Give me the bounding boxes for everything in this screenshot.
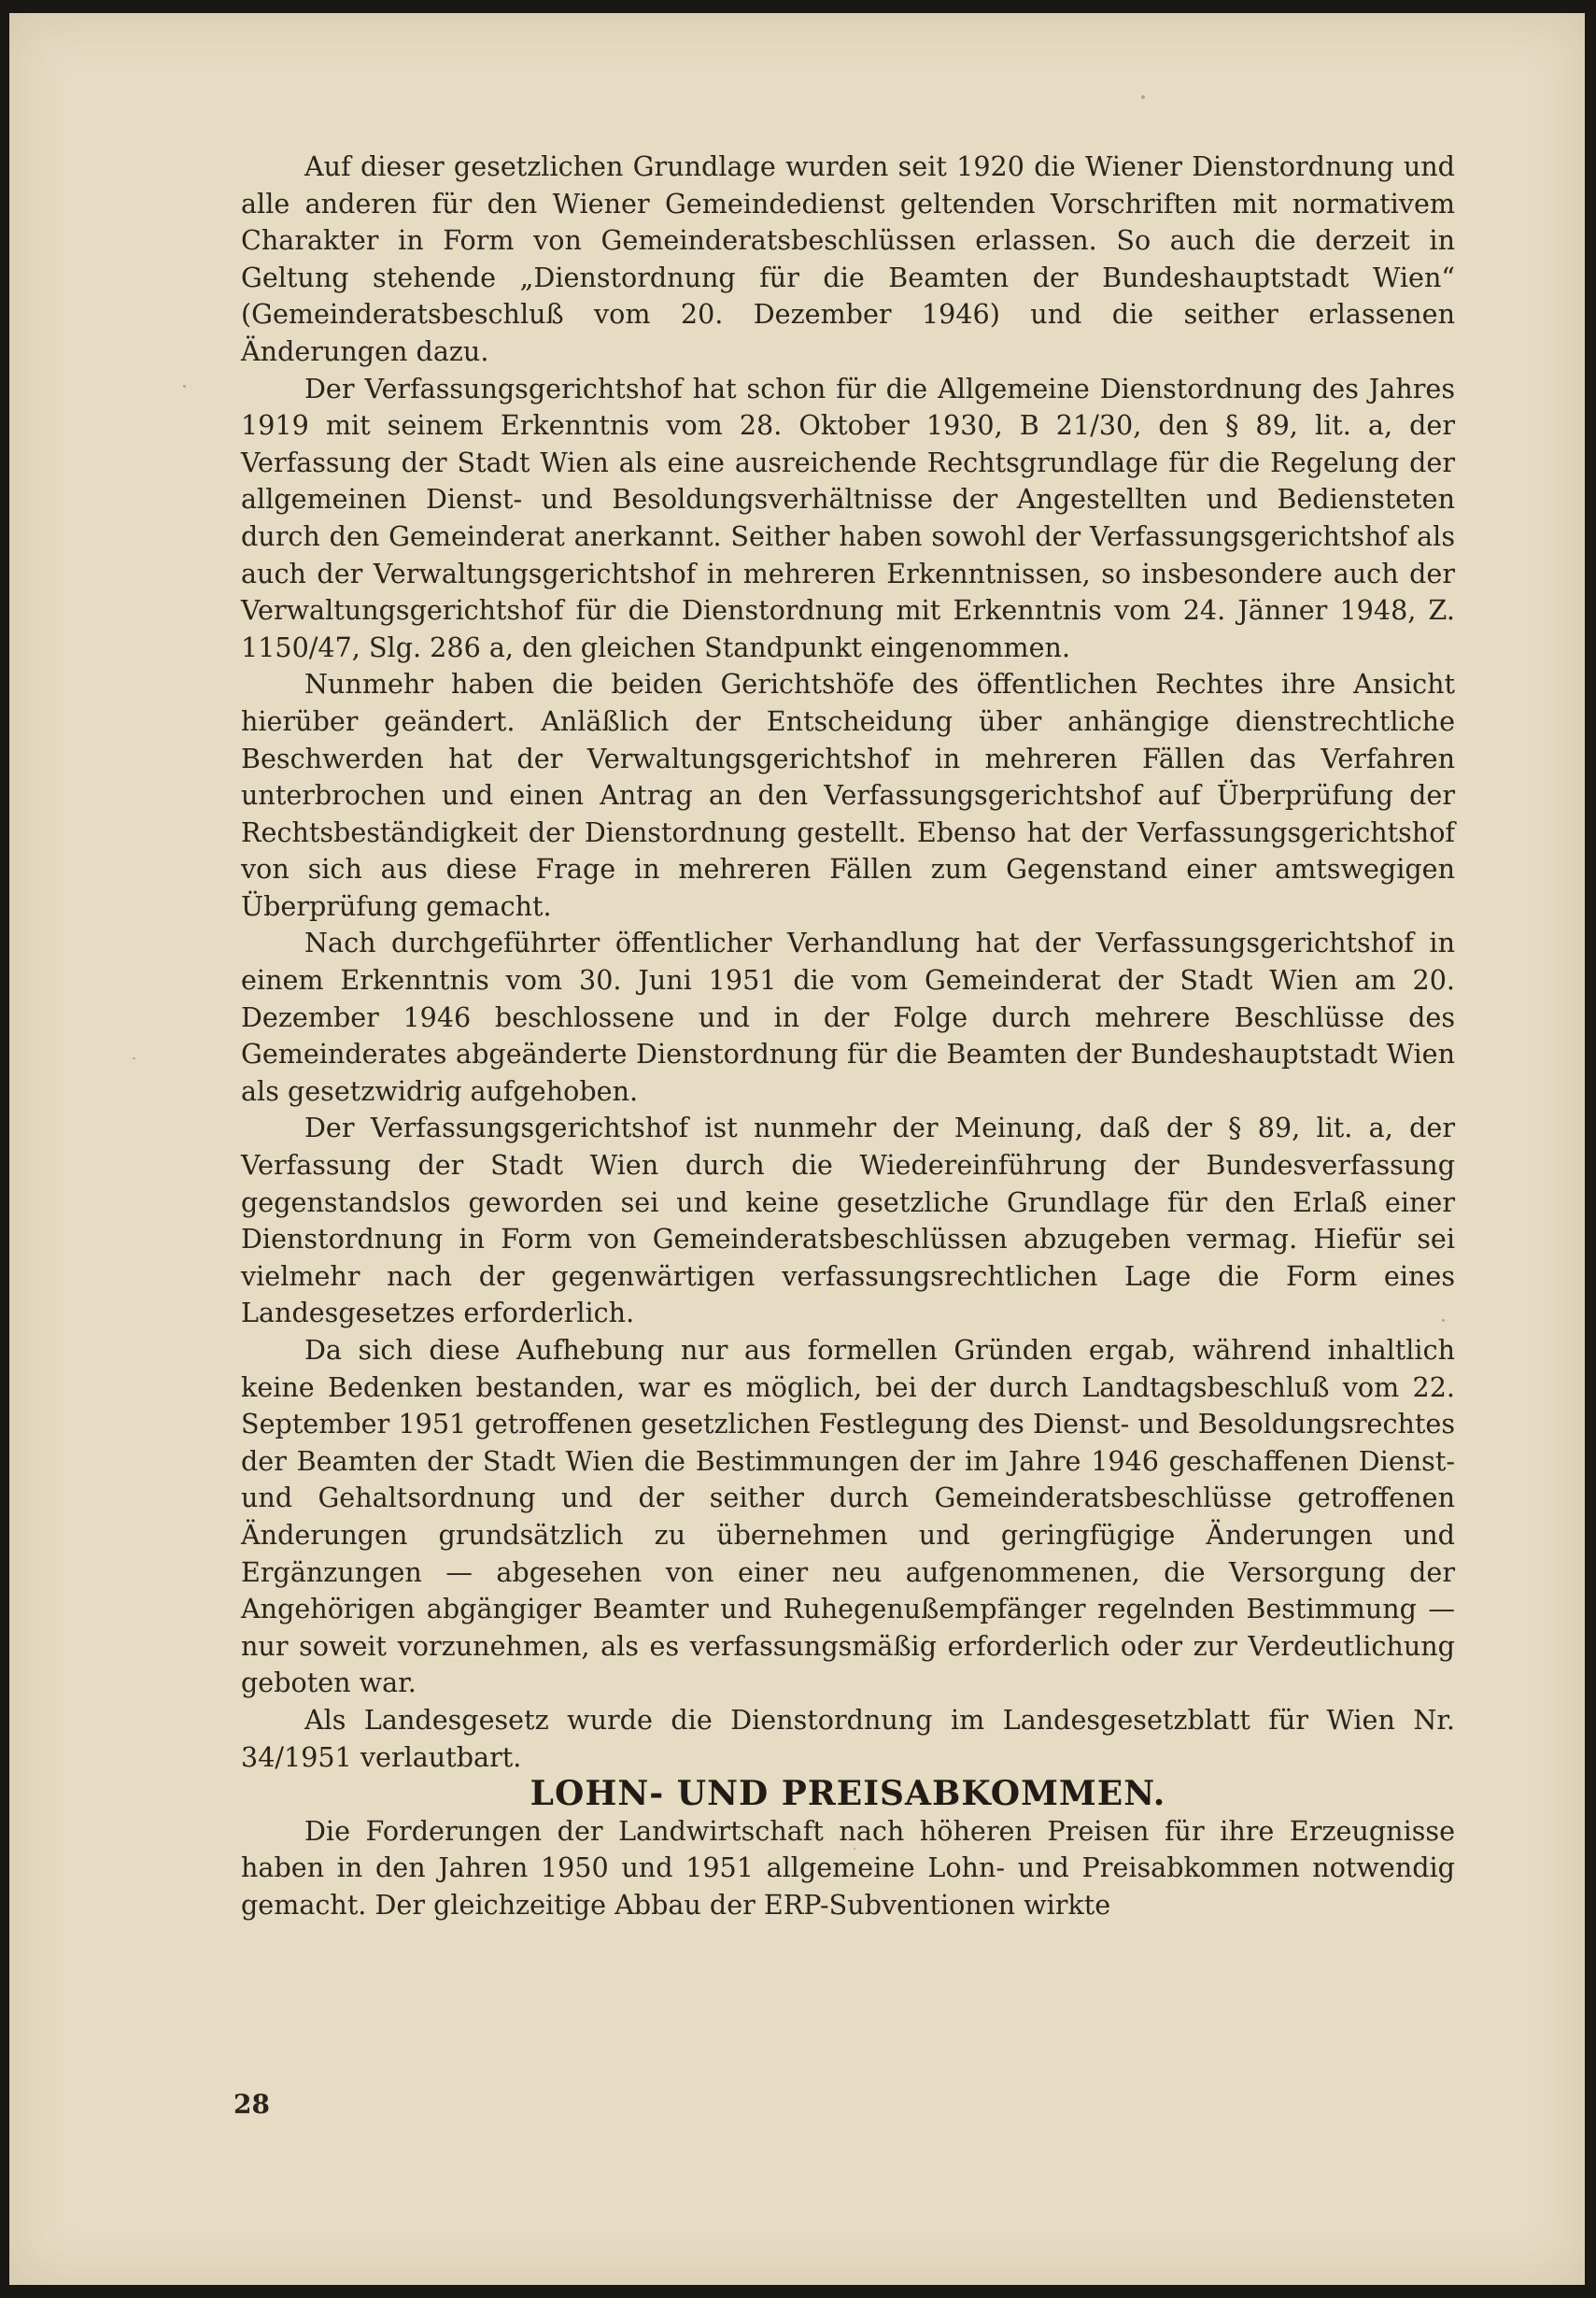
paragraph-2: Der Verfassungsgerichtshof hat schon für die Allgemeine Dienstordnung des Jahres 1919 mit seinem Erkenntnis vom 28. Oktober 1930, B 21/30, den § 89, lit. a, der Verfassung der Stadt Wien als eine ausreichende Rechtsgrundlage für die Regelung der allgemeinen Dienst- und Besoldungsverhältnisse der Angestellten und Bediensteten durch den Gemeinderat anerkannt. Seither haben sowohl der Verfassungsgerichtshof als auch der Verwaltungsgerichtshof in mehreren Erkenntnissen, so insbesondere auch der Verwaltungsgerichtshof für die Dienstordnung mit Erkenntnis vom 24. Jänner 1948, Z. 1150/47, Slg. 286 a, den gleichen Standpunkt eingenommen. [241, 372, 1455, 663]
paragraph-4: Nach durchgeführter öffentlicher Verhandlung hat der Verfassungsgerichtshof in einem Erkenntnis vom 30. Juni 1951 die vom Gemeinderat der Stadt Wien am 20. Dezember 1946 beschlossene und in der Folge durch mehrere Beschlüsse des Gemeinderates abgeänderte Dienstordnung für die Beamten der Bundeshauptstadt Wien als gesetzwidrig aufgehoben. [241, 927, 1455, 1107]
paper-speck [1442, 1319, 1445, 1322]
paragraph-3: Nunmehr haben die beiden Gerichtshöfe des öffentlichen Rechtes ihre Ansicht hierüber geändert. Anläßlich der Entscheidung über anhängige dienstrechtliche Beschwerden hat der Verwaltungsgerichtshof in mehreren Fällen das Verfahren unterbrochen und einen Antrag an den Verfassungsgerichtshof auf Überprüfung der Rechtsbeständigkeit der Dienstordnung gestellt. Ebenso hat der Verfassungsgerichtshof von sich aus diese Frage in mehreren Fällen zum Gegenstand einer amtswegigen Überprüfung gemacht. [241, 668, 1455, 922]
paper-speck [133, 1057, 135, 1059]
paper-speck [183, 385, 186, 388]
document-page [9, 13, 1585, 2285]
paragraph-8: Die Forderungen der Landwirtschaft nach höheren Preisen für ihre Erzeugnisse haben in den Jahren 1950 und 1951 allgemeine Lohn- und Preisabkommen notwendig gemacht. Der gleichzeitige Abbau der ERP-Subventionen wirkte [241, 1814, 1455, 1921]
page-number: 28 [233, 2089, 270, 2120]
paragraph-1: Auf dieser gesetzlichen Grundlage wurden seit 1920 die Wiener Dienstordnung und alle anderen für den Wiener Gemeindedienst geltenden Vorschriften mit normativem Charakter in Form von Gemeinderatsbeschlüssen erlassen. So auch die derzeit in Geltung stehende „Dienstordnung für die Beamten der Bundeshauptstadt Wien“ (Gemeinderatsbeschluß vom 20. Dezember 1946) und die seither erlassenen Änderungen dazu. [241, 150, 1455, 367]
paragraph-6: Da sich diese Aufhebung nur aus formellen Gründen ergab, während inhaltlich keine Bedenken bestanden, war es möglich, bei der durch Landtagsbeschluß vom 22. September 1951 getroffenen gesetzlichen Festlegung des Dienst- und Besoldungsrechtes der Beamten der Stadt Wien die Bestimmungen der im Jahre 1946 geschaffenen Dienst- und Gehaltsordnung und der seither durch Gemeinderatsbeschlüsse getroffenen Änderungen grundsätzlich zu übernehmen und geringfügige Änderungen und Ergänzungen — abgesehen von einer neu aufgenommenen, die Versorgung der Angehörigen abgängiger Beamter und Ruhegenußempfänger regelnden Bestimmung — nur soweit vorzunehmen, als es verfassungsmäßig erforderlich oder zur Verdeutlichung geboten war. [241, 1334, 1455, 1699]
paper-speck [854, 1848, 855, 1850]
section-heading: LOHN- UND PREISABKOMMEN. [530, 1774, 1166, 1814]
paragraph-5: Der Verfassungsgerichtshof ist nunmehr der Meinung, daß der § 89, lit. a, der Verfassung der Stadt Wien durch die Wiedereinführung der Bundesverfassung gegenstandslos geworden sei und keine gesetzliche Grundlage für den Erlaß einer Dienstordnung in Form von Gemeinderatsbeschlüssen abzugeben vermag. Hiefür sei vielmehr nach der gegenwärtigen verfassungsrechtlichen Lage die Form eines Landesgesetzes erforderlich. [241, 1112, 1455, 1329]
page-body [241, 149, 1455, 1924]
paragraph-7: Als Landesgesetz wurde die Dienstordnung im Landesgesetzblatt für Wien Nr. 34/1951 verlautbart. [241, 1703, 1455, 1773]
paper-speck [1141, 95, 1145, 99]
